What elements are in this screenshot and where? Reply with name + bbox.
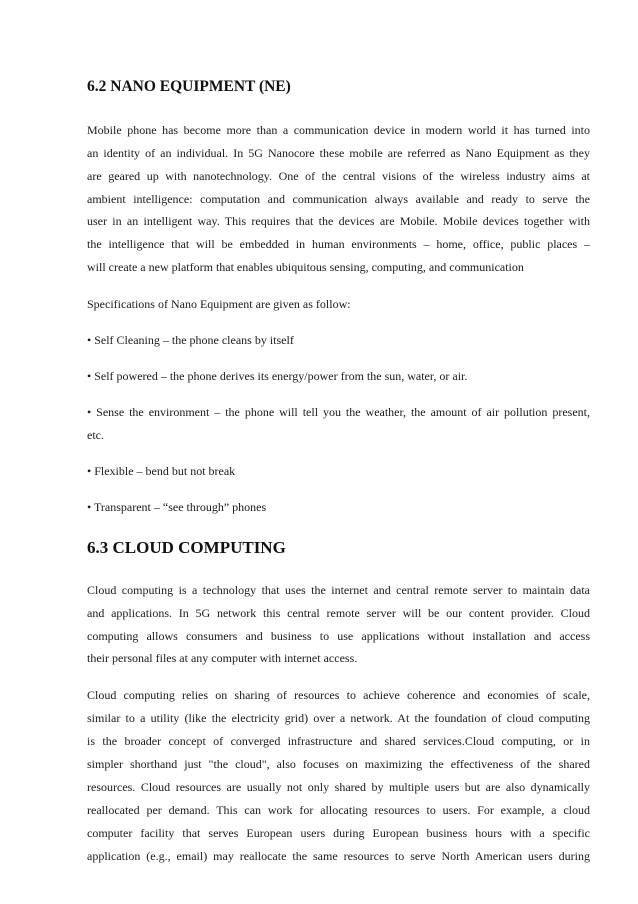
paragraph-line: computing allows consumers and business to use applications without installation and access	[87, 629, 590, 643]
paragraph-line: computer facility that serves European users during European business hours with a specific	[87, 826, 590, 840]
bullet-sense-environment-continued: etc.	[87, 428, 104, 442]
specs-intro: Specifications of Nano Equipment are given as follow:	[87, 297, 351, 311]
section-heading-cloud-computing: 6.3 CLOUD COMPUTING	[87, 538, 286, 557]
paragraph-line: Cloud computing relies on sharing of resources to achieve coherence and economies of scale,	[87, 688, 590, 702]
paragraph-line: similar to a utility (like the electricity grid) over a network. At the foundation of cloud computing	[87, 711, 590, 725]
paragraph-line: application (e.g., email) may reallocate the same resources to serve North American users during	[87, 849, 590, 863]
bullet-self-cleaning: • Self Cleaning – the phone cleans by itself	[87, 333, 294, 347]
paragraph-line: an identity of an individual. In 5G Nanocore these mobile are referred as Nano Equipment as they	[87, 146, 590, 160]
paragraph-line: will create a new platform that enables ubiquitous sensing, computing, and communication	[87, 260, 524, 274]
paragraph-line: ambient intelligence: computation and communication always available and ready to serve the	[87, 192, 590, 206]
paragraph-line: reallocated per demand. This can work for allocating resources to users. For example, a cloud	[87, 803, 590, 817]
bullet-transparent: • Transparent – “see through” phones	[87, 500, 267, 514]
section-heading-nano-equipment: 6.2 NANO EQUIPMENT (NE)	[87, 78, 291, 95]
paragraph-line: simpler shorthand just "the cloud", also focuses on maximizing the effectiveness of the shared	[87, 757, 590, 771]
paragraph-line: user in an intelligent way. This requires that the devices are Mobile. Mobile devices together with	[87, 214, 590, 228]
bullet-self-powered: • Self powered – the phone derives its energy/power from the sun, water, or air.	[87, 369, 468, 383]
paragraph-line: Mobile phone has become more than a communication device in modern world it has turned into	[87, 123, 590, 137]
paragraph-line: are geared up with nanotechnology. One of the central visions of the wireless industry aims at	[87, 169, 590, 183]
bullet-flexible: • Flexible – bend but not break	[87, 464, 236, 478]
paragraph-line: and applications. In 5G network this central remote server will be our content provider. Cloud	[87, 606, 590, 620]
paragraph-line: resources. Cloud resources are usually not only shared by multiple users but are also dynamically	[87, 780, 590, 794]
bullet-sense-environment: • Sense the environment – the phone will tell you the weather, the amount of air pollution present,	[87, 405, 590, 419]
paragraph-line: the intelligence that will be embedded in human environments – home, office, public places –	[87, 237, 590, 251]
paragraph-line: is the broader concept of converged infrastructure and shared services.Cloud computing, or in	[87, 734, 590, 748]
paragraph-line: their personal files at any computer with internet access.	[87, 651, 358, 665]
paragraph-line: Cloud computing is a technology that uses the internet and central remote server to maintain data	[87, 583, 590, 597]
